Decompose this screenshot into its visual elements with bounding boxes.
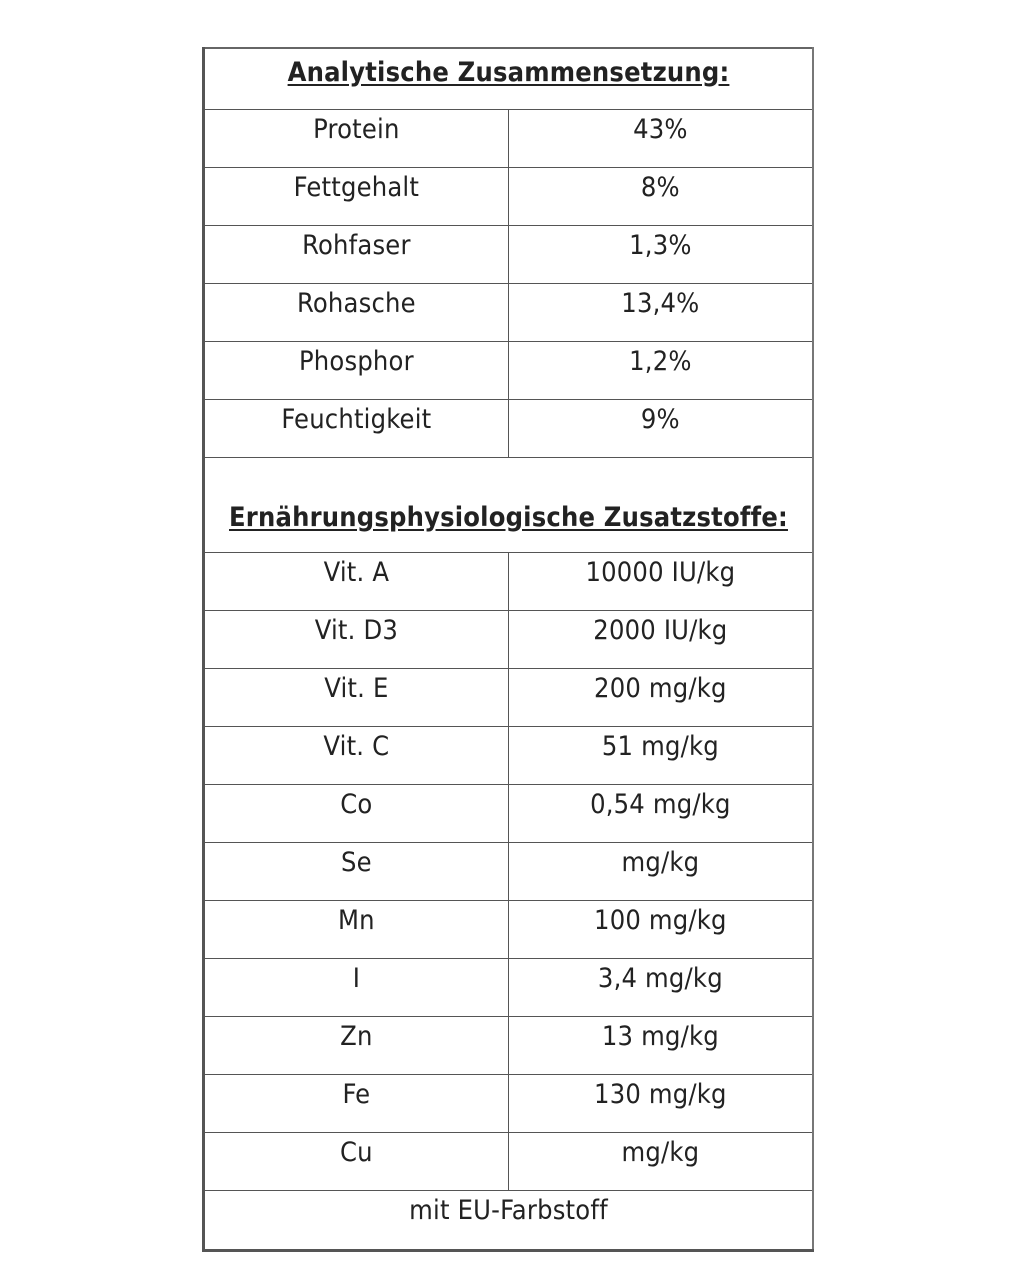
- additive-value: 10000 IU/kg: [508, 553, 813, 611]
- section-heading-row: [204, 458, 814, 553]
- additive-value: 100 mg/kg: [508, 901, 813, 959]
- footer-row: [204, 1191, 814, 1251]
- additive-label: I: [204, 959, 509, 1017]
- table-row: [204, 785, 814, 843]
- nutrient-value: 43%: [508, 110, 813, 168]
- additives-heading: Ernährungsphysiologische Zusatzstoffe:: [204, 458, 814, 553]
- additive-label: Vit. D3: [204, 611, 509, 669]
- nutrient-label: Phosphor: [204, 342, 509, 400]
- nutrient-value: 1,2%: [508, 342, 813, 400]
- table-row: [204, 342, 814, 400]
- additive-label: Mn: [204, 901, 509, 959]
- nutrient-label: Feuchtigkeit: [204, 400, 509, 458]
- additive-value: 3,4 mg/kg: [508, 959, 813, 1017]
- nutrient-value: 8%: [508, 168, 813, 226]
- table-row: [204, 168, 814, 226]
- table-row: [204, 1133, 814, 1191]
- additive-value: 13 mg/kg: [508, 1017, 813, 1075]
- additive-label: Vit. E: [204, 669, 509, 727]
- table-row: [204, 727, 814, 785]
- table-row: [204, 1075, 814, 1133]
- nutrient-label: Rohfaser: [204, 226, 509, 284]
- table-row: [204, 901, 814, 959]
- footer-note: mit EU-Farbstoff: [204, 1191, 814, 1251]
- table-row: [204, 110, 814, 168]
- additive-label: Fe: [204, 1075, 509, 1133]
- table-row: [204, 400, 814, 458]
- additive-label: Co: [204, 785, 509, 843]
- nutrient-value: 1,3%: [508, 226, 813, 284]
- table-row: [204, 669, 814, 727]
- nutrient-value: 13,4%: [508, 284, 813, 342]
- additive-value: 51 mg/kg: [508, 727, 813, 785]
- table-row: [204, 226, 814, 284]
- table-row: [204, 611, 814, 669]
- additive-label: Vit. A: [204, 553, 509, 611]
- additive-label: Vit. C: [204, 727, 509, 785]
- additive-value: 130 mg/kg: [508, 1075, 813, 1133]
- nutrient-label: Rohasche: [204, 284, 509, 342]
- table-row: [204, 553, 814, 611]
- section-heading-row: [204, 48, 814, 110]
- nutrition-table: [202, 47, 814, 1252]
- additive-label: Se: [204, 843, 509, 901]
- table-row: [204, 843, 814, 901]
- analytical-heading: Analytische Zusammensetzung:: [204, 48, 814, 110]
- nutrient-label: Fettgehalt: [204, 168, 509, 226]
- table-row: [204, 1017, 814, 1075]
- additive-value: mg/kg: [508, 843, 813, 901]
- additive-label: Zn: [204, 1017, 509, 1075]
- additive-value: mg/kg: [508, 1133, 813, 1191]
- additive-label: Cu: [204, 1133, 509, 1191]
- nutrient-label: Protein: [204, 110, 509, 168]
- additive-value: 2000 IU/kg: [508, 611, 813, 669]
- table-row: [204, 284, 814, 342]
- additive-value: 200 mg/kg: [508, 669, 813, 727]
- table-row: [204, 959, 814, 1017]
- nutrient-value: 9%: [508, 400, 813, 458]
- additive-value: 0,54 mg/kg: [508, 785, 813, 843]
